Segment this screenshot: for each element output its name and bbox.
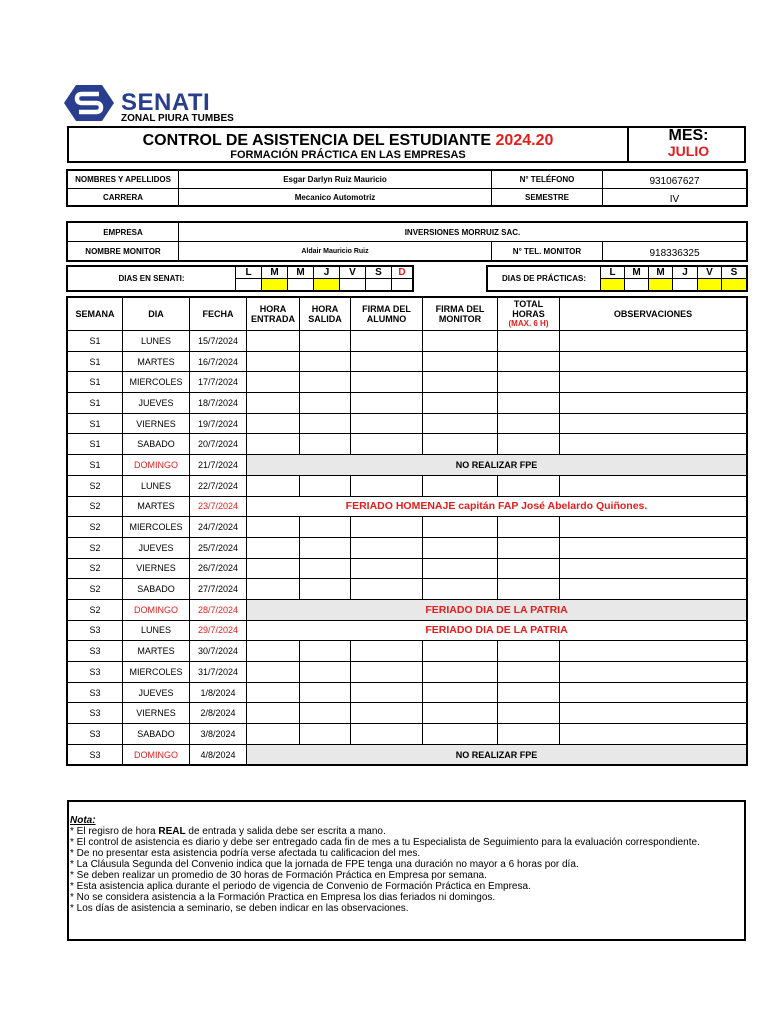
note-line	[70, 892, 744, 903]
cell-firma-monitor[interactable]	[423, 724, 498, 745]
cell-semana: S3	[68, 662, 123, 683]
cell-firma-alumno[interactable]	[351, 641, 423, 662]
student-semester[interactable]: IV	[603, 189, 747, 206]
table-row	[68, 662, 747, 683]
table-row	[68, 434, 747, 455]
cell-semana: S3	[68, 703, 123, 724]
note-text: * El control de asistencia es diario y debe ser entregado cada fin de mes a tu Especialista de Seguimiento para la evaluación correspondiente.	[70, 837, 700, 848]
cell-hora-entrada[interactable]	[247, 579, 300, 600]
cell-semana: S1	[68, 455, 123, 476]
cell-total-horas[interactable]	[498, 579, 560, 600]
cell-dia: SABADO	[123, 724, 190, 745]
senati-check-v[interactable]	[340, 279, 366, 291]
cell-firma-monitor[interactable]	[423, 579, 498, 600]
table-row	[68, 641, 747, 662]
cell-fecha: 22/7/2024	[190, 475, 247, 496]
cell-firma-monitor[interactable]	[423, 558, 498, 579]
senati-day-v: V	[340, 267, 366, 279]
cell-dia: MIERCOLES	[123, 662, 190, 683]
practice-day-l: L	[601, 267, 625, 279]
practice-check-m2[interactable]	[649, 279, 673, 291]
cell-semana: S2	[68, 558, 123, 579]
cell-semana: S1	[68, 331, 123, 352]
career-label: CARRERA	[68, 189, 179, 206]
cell-firma-alumno[interactable]	[351, 434, 423, 455]
cell-dia: JUEVES	[123, 537, 190, 558]
table-row	[68, 744, 747, 765]
cell-hora-salida[interactable]	[300, 579, 351, 600]
cell-fecha: 21/7/2024	[190, 455, 247, 476]
col-dia: DIA	[123, 298, 190, 331]
cell-dia: SABADO	[123, 579, 190, 600]
note-text: * De no presentar esta asistencia podría verse afectada tu calificacion del mes.	[70, 848, 421, 859]
cell-dia: DOMINGO	[123, 455, 190, 476]
cell-dia: VIERNES	[123, 558, 190, 579]
senati-days-label: DIAS EN SENATI:	[68, 267, 236, 291]
brand-zone: ZONAL PIURA TUMBES	[121, 113, 234, 124]
col-firma-monitor: FIRMA DEL MONITOR	[423, 298, 498, 331]
cell-dia: DOMINGO	[123, 599, 190, 620]
cell-hora-salida[interactable]	[300, 372, 351, 393]
cell-hora-salida[interactable]	[300, 393, 351, 414]
cell-firma-alumno[interactable]	[351, 351, 423, 372]
practice-day-j: J	[673, 267, 698, 279]
company-name[interactable]: INVERSIONES MORRUIZ SAC.	[179, 223, 747, 242]
cell-semana: S1	[68, 372, 123, 393]
cell-fecha: 19/7/2024	[190, 413, 247, 434]
cell-hora-salida[interactable]	[300, 558, 351, 579]
company-label: EMPRESA	[68, 223, 179, 242]
cell-observaciones[interactable]	[560, 662, 747, 683]
cell-hora-entrada[interactable]	[247, 537, 300, 558]
cell-total-horas[interactable]	[498, 351, 560, 372]
cell-hora-entrada[interactable]	[247, 372, 300, 393]
phone-label: N° TELÉFONO	[492, 171, 603, 189]
month-label: MES:	[668, 127, 709, 144]
cell-hora-entrada[interactable]	[247, 641, 300, 662]
cell-firma-alumno[interactable]	[351, 393, 423, 414]
attendance-table	[67, 297, 747, 765]
cell-total-horas[interactable]	[498, 537, 560, 558]
cell-semana: S3	[68, 620, 123, 641]
page-title: CONTROL DE ASISTENCIA DEL ESTUDIANTE 2024.20	[142, 132, 554, 149]
note-line	[70, 848, 744, 859]
cell-hora-entrada[interactable]	[247, 682, 300, 703]
cell-semana: S2	[68, 579, 123, 600]
cell-fecha: 23/7/2024	[190, 496, 247, 517]
table-row	[68, 558, 747, 579]
cell-dia: JUEVES	[123, 393, 190, 414]
senati-day-m2: M	[288, 267, 314, 279]
cell-hora-salida[interactable]	[300, 351, 351, 372]
cell-hora-entrada[interactable]	[247, 475, 300, 496]
note-text: * Los días de asistencia a seminario, se deben indicar en las observaciones.	[70, 903, 409, 914]
cell-dia: MARTES	[123, 496, 190, 517]
cell-firma-alumno[interactable]	[351, 331, 423, 352]
table-row	[68, 682, 747, 703]
practice-check-s[interactable]	[722, 279, 747, 291]
col-firma-alumno: FIRMA DEL ALUMNO	[351, 298, 423, 331]
notes-title: Nota:	[70, 815, 96, 826]
senati-days-table	[67, 266, 413, 291]
cell-firma-monitor[interactable]	[423, 331, 498, 352]
cell-semana: S1	[68, 393, 123, 414]
cell-firma-monitor[interactable]	[423, 475, 498, 496]
monitor-name[interactable]: Aldair Mauricio Ruiz	[179, 242, 492, 261]
note-text: * La Cláusula Segunda del Convenio indica que la jornada de FPE tenga una duración no mayor a 6 horas por día.	[70, 859, 579, 870]
senati-check-s[interactable]	[366, 279, 392, 291]
col-hora-entrada: HORA ENTRADA	[247, 298, 300, 331]
student-name[interactable]: Esgar Darlyn Ruiz Mauricio	[179, 171, 492, 189]
cell-fecha: 17/7/2024	[190, 372, 247, 393]
cell-observaciones[interactable]	[560, 517, 747, 538]
table-row	[68, 351, 747, 372]
row-note: FERIADO DIA DE LA PATRIA	[247, 620, 747, 641]
practice-check-m[interactable]	[625, 279, 649, 291]
senati-day-m: M	[262, 267, 288, 279]
cell-firma-monitor[interactable]	[423, 393, 498, 414]
cell-hora-entrada[interactable]	[247, 393, 300, 414]
cell-firma-monitor[interactable]	[423, 662, 498, 683]
cell-firma-monitor[interactable]	[423, 434, 498, 455]
cell-fecha: 3/8/2024	[190, 724, 247, 745]
cell-firma-alumno[interactable]	[351, 372, 423, 393]
cell-total-horas[interactable]	[498, 682, 560, 703]
cell-hora-entrada[interactable]	[247, 724, 300, 745]
cell-firma-monitor[interactable]	[423, 682, 498, 703]
col-semana: SEMANA	[68, 298, 123, 331]
cell-semana: S1	[68, 351, 123, 372]
cell-hora-salida[interactable]	[300, 641, 351, 662]
table-row	[68, 703, 747, 724]
table-row	[68, 331, 747, 352]
table-row	[68, 372, 747, 393]
cell-dia: VIERNES	[123, 703, 190, 724]
note-bold: REAL	[158, 826, 186, 837]
cell-total-horas[interactable]	[498, 641, 560, 662]
cell-fecha: 24/7/2024	[190, 517, 247, 538]
cell-total-horas[interactable]	[498, 475, 560, 496]
cell-fecha: 26/7/2024	[190, 558, 247, 579]
senati-logo-icon	[64, 85, 114, 121]
table-row	[68, 455, 747, 476]
cell-hora-salida[interactable]	[300, 724, 351, 745]
cell-dia: VIERNES	[123, 413, 190, 434]
brand-name: SENATI	[121, 89, 211, 116]
cell-observaciones[interactable]	[560, 475, 747, 496]
cell-hora-entrada[interactable]	[247, 434, 300, 455]
senati-day-d: D	[392, 267, 413, 279]
table-row	[68, 393, 747, 414]
cell-fecha: 4/8/2024	[190, 744, 247, 765]
note-text: * Se deben realizar un promedio de 30 horas de Formación Práctica en Empresa por semana.	[70, 870, 487, 881]
monitor-label: NOMBRE MONITOR	[68, 242, 179, 261]
cell-observaciones[interactable]	[560, 537, 747, 558]
cell-semana: S2	[68, 537, 123, 558]
practice-days-label: DIAS DE PRÁCTICAS:	[488, 267, 601, 291]
note-line	[70, 881, 744, 892]
cell-firma-alumno[interactable]	[351, 517, 423, 538]
cell-fecha: 28/7/2024	[190, 599, 247, 620]
cell-fecha: 20/7/2024	[190, 434, 247, 455]
cell-semana: S2	[68, 599, 123, 620]
table-row	[68, 579, 747, 600]
practice-day-s: S	[722, 267, 747, 279]
company-info-table	[67, 222, 747, 261]
cell-total-horas[interactable]	[498, 724, 560, 745]
cell-observaciones[interactable]	[560, 351, 747, 372]
cell-hora-salida[interactable]	[300, 537, 351, 558]
cell-firma-alumno[interactable]	[351, 558, 423, 579]
student-info-table	[67, 170, 747, 206]
cell-total-horas[interactable]	[498, 331, 560, 352]
cell-fecha: 29/7/2024	[190, 620, 247, 641]
monitor-phone[interactable]: 918336325	[603, 242, 747, 261]
cell-total-horas[interactable]	[498, 703, 560, 724]
cell-observaciones[interactable]	[560, 331, 747, 352]
cell-firma-alumno[interactable]	[351, 579, 423, 600]
cell-firma-monitor[interactable]	[423, 351, 498, 372]
cell-firma-alumno[interactable]	[351, 662, 423, 683]
cell-firma-monitor[interactable]	[423, 372, 498, 393]
cell-observaciones[interactable]	[560, 579, 747, 600]
table-row	[68, 724, 747, 745]
cell-hora-entrada[interactable]	[247, 351, 300, 372]
cell-firma-monitor[interactable]	[423, 703, 498, 724]
col-fecha: FECHA	[190, 298, 247, 331]
senati-day-s: S	[366, 267, 392, 279]
cell-firma-alumno[interactable]	[351, 682, 423, 703]
practice-check-j[interactable]	[673, 279, 698, 291]
practice-day-m: M	[625, 267, 649, 279]
cell-hora-salida[interactable]	[300, 703, 351, 724]
cell-total-horas[interactable]	[498, 372, 560, 393]
cell-dia: LUNES	[123, 475, 190, 496]
cell-hora-entrada[interactable]	[247, 517, 300, 538]
row-note: FERIADO HOMENAJE capitán FAP José Abelardo Quiñones.	[247, 496, 747, 517]
cell-total-horas[interactable]	[498, 558, 560, 579]
note-text: * No se considera asistencia a la Formación Practica en Empresa los dias feriados ni domingos.	[70, 892, 496, 903]
note-line	[70, 903, 744, 914]
cell-dia: JUEVES	[123, 682, 190, 703]
cell-observaciones[interactable]	[560, 413, 747, 434]
cell-hora-salida[interactable]	[300, 434, 351, 455]
cell-hora-salida[interactable]	[300, 682, 351, 703]
header-box	[67, 126, 746, 163]
cell-total-horas[interactable]	[498, 517, 560, 538]
cell-firma-alumno[interactable]	[351, 703, 423, 724]
practice-check-l[interactable]	[601, 279, 625, 291]
cell-semana: S1	[68, 413, 123, 434]
cell-hora-entrada[interactable]	[247, 413, 300, 434]
cell-dia: MIERCOLES	[123, 517, 190, 538]
cell-dia: LUNES	[123, 620, 190, 641]
cell-observaciones[interactable]	[560, 558, 747, 579]
cell-observaciones[interactable]	[560, 641, 747, 662]
semester-label: SEMESTRE	[492, 189, 603, 206]
cell-observaciones[interactable]	[560, 682, 747, 703]
cell-fecha: 16/7/2024	[190, 351, 247, 372]
cell-hora-entrada[interactable]	[247, 331, 300, 352]
senati-check-m2[interactable]	[288, 279, 314, 291]
student-phone[interactable]: 931067627	[603, 171, 747, 189]
senati-day-l: L	[236, 267, 262, 279]
name-label: NOMBRES Y APELLIDOS	[68, 171, 179, 189]
monitor-phone-label: N° TEL. MONITOR	[492, 242, 603, 261]
cell-hora-salida[interactable]	[300, 413, 351, 434]
cell-dia: SABADO	[123, 434, 190, 455]
cell-fecha: 27/7/2024	[190, 579, 247, 600]
cell-dia: MARTES	[123, 351, 190, 372]
note-text: * Esta asistencia aplica durante el periodo de vigencia de Convenio de Formación Práctica en Empresa.	[70, 881, 531, 892]
total-horas-label: TOTAL HORAS	[512, 299, 545, 319]
student-career[interactable]: Mecanico Automotriz	[179, 189, 492, 206]
cell-fecha: 31/7/2024	[190, 662, 247, 683]
table-row	[68, 475, 747, 496]
col-observaciones: OBSERVACIONES	[560, 298, 747, 331]
cell-semana: S3	[68, 641, 123, 662]
senati-check-m[interactable]	[262, 279, 288, 291]
month-value: JULIO	[667, 143, 710, 159]
cell-fecha: 18/7/2024	[190, 393, 247, 414]
page-subtitle: FORMACIÓN PRÁCTICA EN LAS EMPRESAS	[230, 149, 466, 161]
practice-day-v: V	[698, 267, 722, 279]
practice-check-v[interactable]	[698, 279, 722, 291]
cell-semana: S2	[68, 475, 123, 496]
note-line	[70, 870, 744, 881]
senati-day-j: J	[314, 267, 340, 279]
title-year: 2024.20	[495, 132, 554, 149]
cell-firma-monitor[interactable]	[423, 537, 498, 558]
cell-observaciones[interactable]	[560, 724, 747, 745]
cell-firma-alumno[interactable]	[351, 475, 423, 496]
cell-firma-alumno[interactable]	[351, 537, 423, 558]
cell-hora-salida[interactable]	[300, 331, 351, 352]
cell-observaciones[interactable]	[560, 434, 747, 455]
cell-fecha: 2/8/2024	[190, 703, 247, 724]
cell-dia: DOMINGO	[123, 744, 190, 765]
row-note: NO REALIZAR FPE	[247, 455, 747, 476]
note-line	[70, 837, 744, 848]
col-hora-salida: HORA SALIDA	[300, 298, 351, 331]
table-row	[68, 599, 747, 620]
cell-total-horas[interactable]	[498, 662, 560, 683]
cell-total-horas[interactable]	[498, 413, 560, 434]
cell-fecha: 15/7/2024	[190, 331, 247, 352]
cell-hora-entrada[interactable]	[247, 703, 300, 724]
cell-firma-alumno[interactable]	[351, 724, 423, 745]
table-row	[68, 537, 747, 558]
cell-firma-monitor[interactable]	[423, 641, 498, 662]
note-text: * El regisro de hora	[70, 826, 159, 837]
senati-check-d[interactable]	[392, 279, 413, 291]
cell-firma-alumno[interactable]	[351, 413, 423, 434]
senati-check-j[interactable]	[314, 279, 340, 291]
cell-total-horas[interactable]	[498, 393, 560, 414]
cell-fecha: 1/8/2024	[190, 682, 247, 703]
cell-hora-entrada[interactable]	[247, 558, 300, 579]
max-horas-label: (MAX. 6 H)	[508, 319, 549, 328]
table-row	[68, 620, 747, 641]
cell-hora-salida[interactable]	[300, 662, 351, 683]
note-text-post: de entrada y salida debe ser escrita a mano.	[185, 826, 386, 837]
practice-day-m2: M	[649, 267, 673, 279]
row-note: FERIADO DIA DE LA PATRIA	[247, 599, 747, 620]
note-line	[70, 859, 744, 870]
cell-fecha: 30/7/2024	[190, 641, 247, 662]
cell-firma-monitor[interactable]	[423, 413, 498, 434]
cell-hora-salida[interactable]	[300, 517, 351, 538]
table-row	[68, 517, 747, 538]
cell-semana: S3	[68, 724, 123, 745]
notes-box	[67, 800, 746, 941]
cell-hora-entrada[interactable]	[247, 662, 300, 683]
cell-semana: S1	[68, 434, 123, 455]
cell-dia: LUNES	[123, 331, 190, 352]
cell-semana: S2	[68, 496, 123, 517]
row-note: NO REALIZAR FPE	[247, 744, 747, 765]
cell-semana: S3	[68, 744, 123, 765]
cell-firma-monitor[interactable]	[423, 517, 498, 538]
cell-semana: S3	[68, 682, 123, 703]
cell-dia: MARTES	[123, 641, 190, 662]
month-box	[627, 126, 750, 163]
table-row	[68, 496, 747, 517]
cell-total-horas[interactable]	[498, 434, 560, 455]
cell-observaciones[interactable]	[560, 372, 747, 393]
cell-observaciones[interactable]	[560, 393, 747, 414]
senati-check-l[interactable]	[236, 279, 262, 291]
table-row	[68, 413, 747, 434]
practice-days-table	[487, 266, 747, 291]
cell-fecha: 25/7/2024	[190, 537, 247, 558]
cell-semana: S2	[68, 517, 123, 538]
cell-observaciones[interactable]	[560, 703, 747, 724]
col-total-horas	[498, 298, 560, 331]
cell-hora-salida[interactable]	[300, 475, 351, 496]
cell-dia: MIERCOLES	[123, 372, 190, 393]
note-line	[70, 826, 744, 837]
